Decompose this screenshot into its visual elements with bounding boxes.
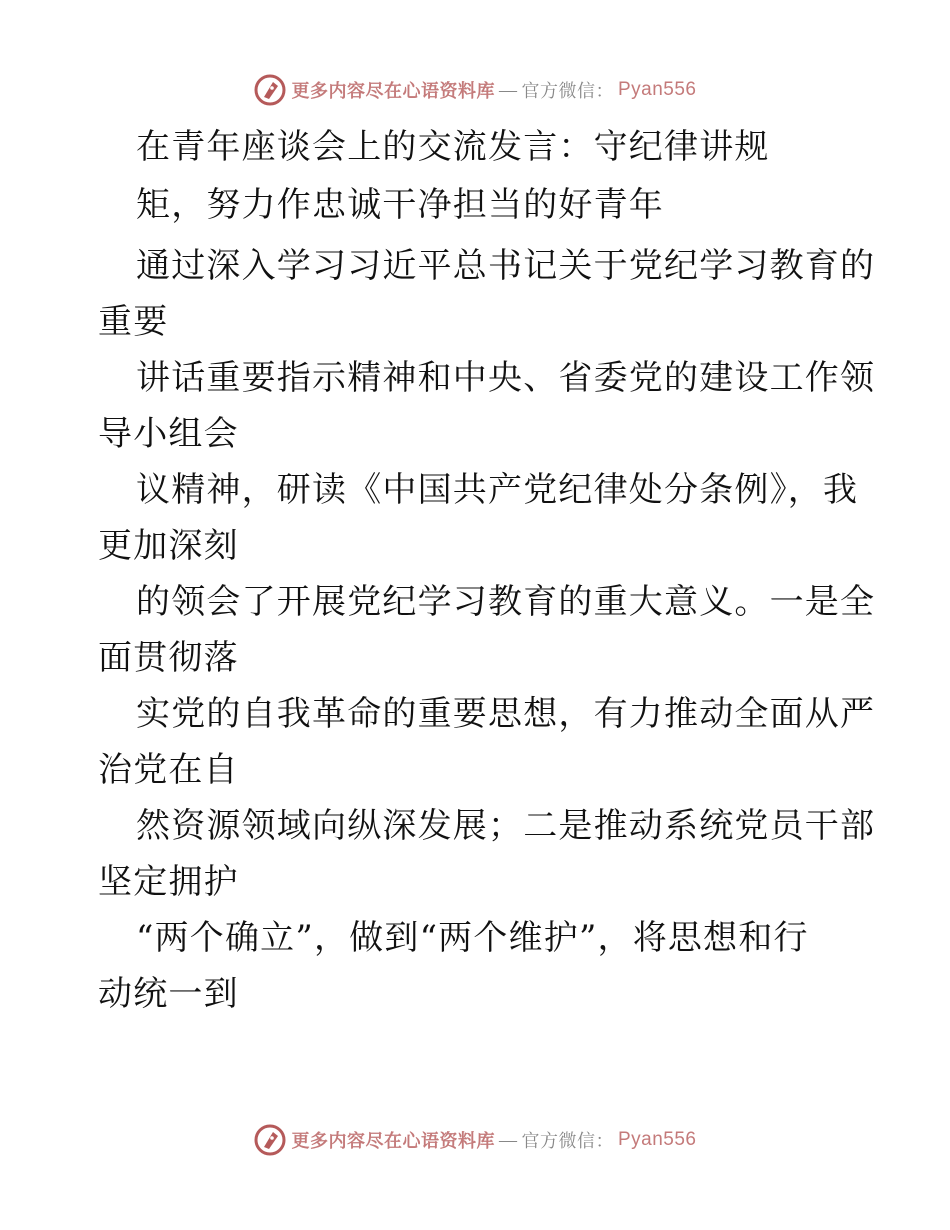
document-text-line: 面贯彻落: [98, 638, 239, 678]
watermark-wechat-label: 官方微信：: [521, 1131, 614, 1151]
watermark-content: [253, 1123, 696, 1157]
pen-nib-logo-icon: [253, 73, 287, 107]
document-text-line: “两个确立”，做到“两个维护”，将思想和行: [136, 918, 809, 958]
header-watermark: [0, 70, 950, 110]
document-text-line: 的领会了开展党纪学习教育的重大意义。一是全: [136, 582, 876, 622]
watermark-wechat-id: Pyan556: [617, 79, 697, 100]
pen-nib-logo-icon: [253, 1123, 287, 1157]
document-text-line: 实党的自我革命的重要思想，有力推动全面从严: [136, 694, 876, 734]
document-paragraph: [98, 238, 876, 1022]
document-text-line: 动统一到: [98, 974, 239, 1014]
document-text-line: 然资源领域向纵深发展；二是推动系统党员干部: [136, 806, 876, 846]
watermark-content: [253, 73, 696, 107]
watermark-site-text: 更多内容尽在心语资料库: [291, 81, 495, 101]
document-title-line-2: 矩，努力作忠诚干净担当的好青年: [136, 185, 664, 225]
document-text-line: 通过深入学习习近平总书记关于党纪学习教育的: [136, 246, 876, 286]
watermark-site-text: 更多内容尽在心语资料库: [291, 1131, 495, 1151]
watermark-dash: —: [498, 79, 518, 100]
watermark-wechat-id: Pyan556: [617, 1129, 697, 1150]
document-text-line: 坚定拥护: [98, 862, 239, 902]
document-text-line: 讲话重要指示精神和中央、省委党的建设工作领: [136, 358, 876, 398]
footer-watermark: [0, 1120, 950, 1160]
document-text-line: 导小组会: [98, 414, 239, 454]
document-text-line: 更加深刻: [98, 526, 239, 566]
document-text-line: 议精神，研读《中国共产党纪律处分条例》，我: [136, 470, 859, 510]
document-text-line: 治党在自: [98, 750, 239, 790]
document-body: [98, 122, 876, 1022]
document-title-line-1: 在青年座谈会上的交流发言：守纪律讲规: [136, 127, 770, 167]
document-text-line: 重要: [98, 302, 169, 342]
watermark-dash: —: [498, 1129, 518, 1150]
watermark-wechat-label: 官方微信：: [521, 81, 614, 101]
